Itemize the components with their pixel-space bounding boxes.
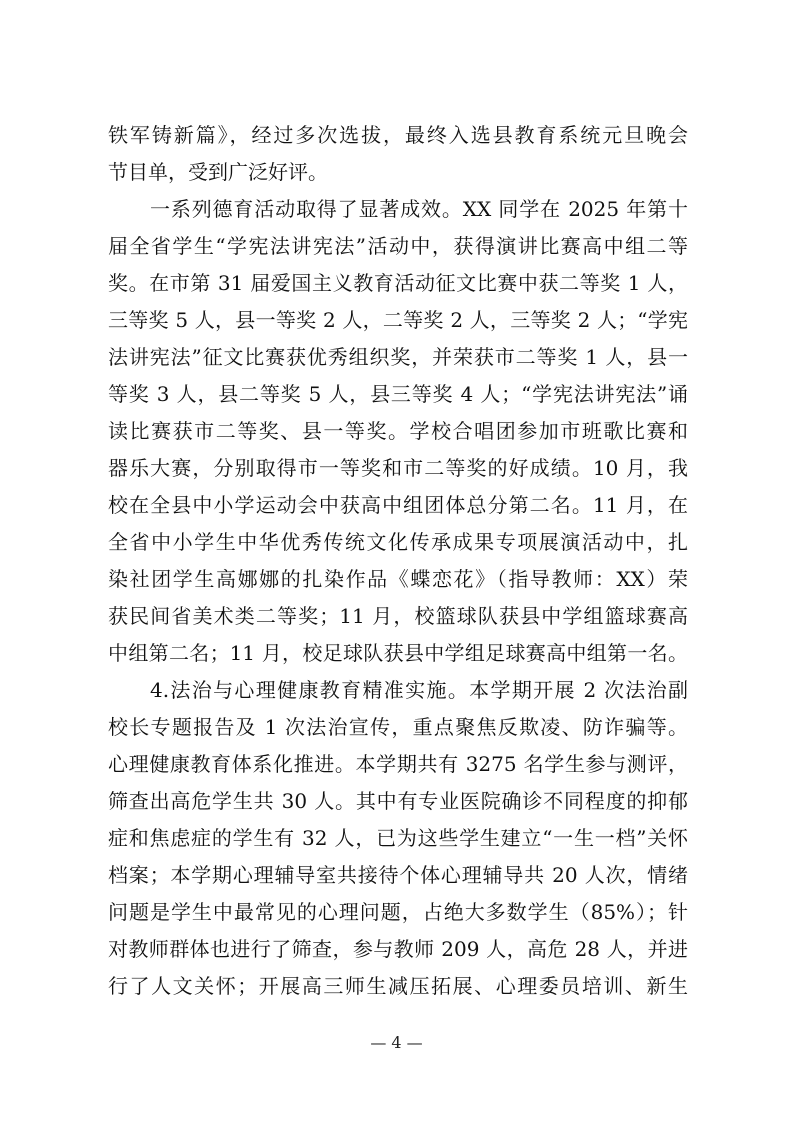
text-line-15: 中组第二名；11 月，校足球队获县中学组足球赛高中组第一名。 [108,641,688,665]
section-heading-line: 4.法治与心理健康教育精准实施。本学期开展 2 次法治副 [150,678,688,702]
text-line-14: 获民间省美术类二等奖；11 月，校篮球队获县中学组篮球赛高 [108,604,688,628]
text-line-2: 节目单，受到广泛好评。 [108,160,328,184]
page-number: — 4 — [370,1033,423,1052]
text-line-24: 行了人文关怀；开展高三师生减压拓展、心理委员培训、新生 [108,974,688,998]
text-line-11: 校在全县中小学运动会中获高中组团体总分第二名。11 月，在 [108,493,688,517]
paragraph-start-line: 一系列德育活动取得了显著成效。XX 同学在 2025 年第十 [150,197,688,221]
text-line-8: 等奖 3 人，县二等奖 5 人，县三等奖 4 人；“学宪法讲宪法”诵 [108,382,688,406]
text-line-4: 届全省学生“学宪法讲宪法”活动中，获得演讲比赛高中组二等 [108,234,688,258]
text-line-1: 铁军铸新篇》，经过多次选拔，最终入选县教育系统元旦晚会 [108,123,688,147]
text-line-22: 问题是学生中最常见的心理问题，占绝大多数学生（85%）；针 [108,900,688,924]
text-line-5: 奖。在市第 31 届爱国主义教育活动征文比赛中获二等奖 1 人， [108,271,688,295]
text-line-18: 心理健康教育体系化推进。本学期共有 3275 名学生参与测评， [108,752,688,776]
text-line-12: 全省中小学生中华优秀传统文化传承成果专项展演活动中，扎 [108,530,688,554]
text-line-6: 三等奖 5 人，县一等奖 2 人，二等奖 2 人，三等奖 2 人；“学宪 [108,308,688,332]
text-line-7: 法讲宪法”征文比赛获优秀组织奖，并荣获市二等奖 1 人，县一 [108,345,688,369]
text-line-23: 对教师群体也进行了筛查，参与教师 209 人，高危 28 人，并进 [108,937,688,961]
text-line-19: 筛查出高危学生共 30 人。其中有专业医院确诊不同程度的抑郁 [108,789,688,813]
text-line-17: 校长专题报告及 1 次法治宣传，重点聚焦反欺凌、防诈骗等。 [108,715,688,739]
text-line-21: 档案；本学期心理辅导室共接待个体心理辅导共 20 人次，情绪 [108,863,688,887]
text-line-13: 染社团学生高娜娜的扎染作品《蝶恋花》（指导教师：XX）荣 [108,567,688,591]
text-line-10: 器乐大赛，分别取得市一等奖和市二等奖的好成绩。10 月，我 [108,456,688,480]
text-line-9: 读比赛获市二等奖、县一等奖。学校合唱团参加市班歌比赛和 [108,419,688,443]
text-line-20: 症和焦虑症的学生有 32 人，已为这些学生建立“一生一档”关怀 [108,826,688,850]
